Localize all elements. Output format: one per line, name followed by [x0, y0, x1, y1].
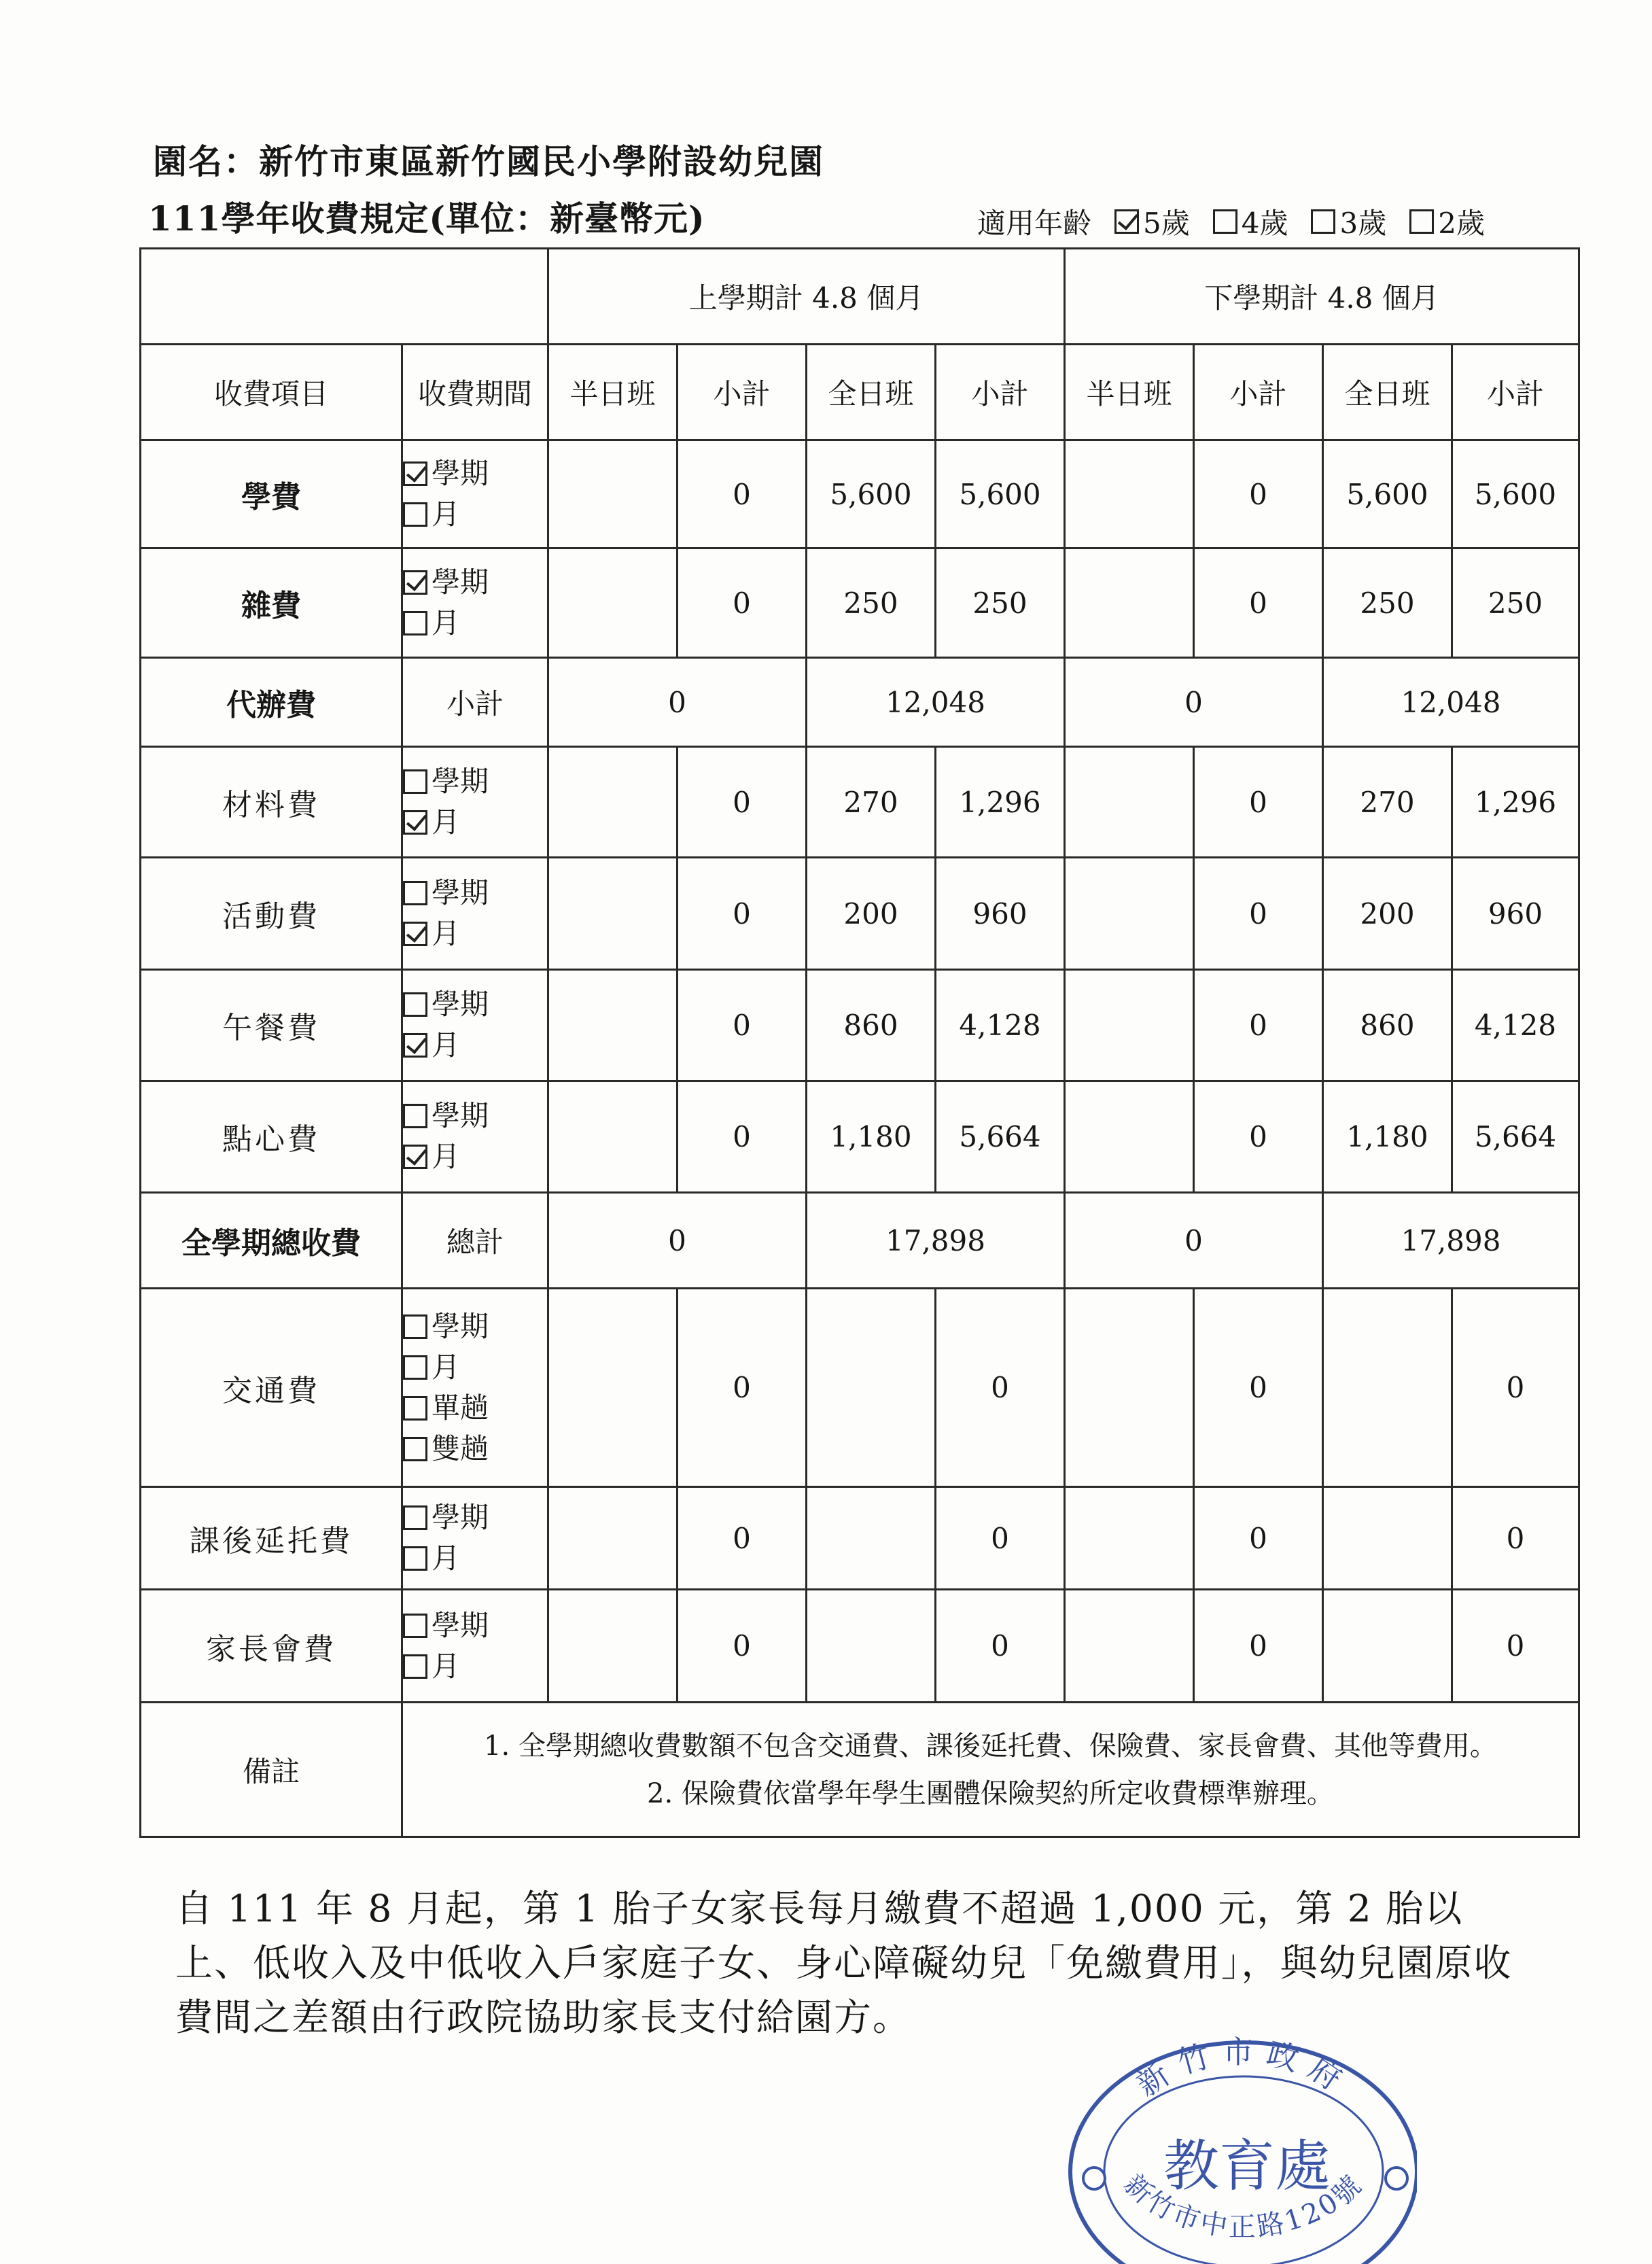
cell-value: 5,600 [1452, 440, 1579, 548]
misc-fee-row [141, 548, 1579, 658]
unchecked-box-icon [403, 502, 427, 527]
cell-value: 200 [1323, 858, 1452, 969]
semester-header-row [141, 249, 1579, 345]
checked-box-icon [403, 1033, 427, 1058]
unchecked-box-icon [403, 1104, 427, 1128]
remarks-label: 備註 [141, 1703, 402, 1837]
unchecked-box-icon [403, 769, 427, 794]
cell-value: 0 [1065, 1193, 1323, 1289]
period-options: 學期 月 [402, 747, 548, 858]
education-bureau-seal [1064, 2032, 1417, 2264]
cell-value [807, 1289, 936, 1487]
total-fee-row [141, 1193, 1579, 1289]
lunch-fee-row [141, 969, 1579, 1081]
seal-bottom-text: 新竹市中正路120號 [1118, 2168, 1369, 2244]
period-subtotal: 小計 [402, 658, 548, 747]
cell-value [807, 1590, 936, 1703]
seal-top-text: 新竹市政府 [1129, 2034, 1358, 2104]
cell-value [548, 440, 678, 548]
transport-fee-row [141, 1289, 1579, 1487]
age-label: 適用年齡 [977, 207, 1092, 240]
cell-value: 0 [548, 658, 807, 747]
seal-emblem-icon [1386, 2167, 1407, 2189]
agency-fee-row [141, 658, 1579, 747]
row-label: 材料費 [141, 747, 402, 858]
cell-value: 0 [678, 548, 807, 658]
cell-value: 4,128 [1452, 969, 1579, 1081]
cell-value: 0 [1194, 1289, 1323, 1487]
age-option-5: 5歲 [1114, 201, 1190, 242]
period-options: 學期 月 [402, 1590, 548, 1703]
seal-center-text: 教育處 [1163, 2134, 1331, 2199]
cell-value [1065, 1590, 1194, 1703]
col-subtotal: 小計 [936, 345, 1065, 440]
fee-rule-title: 111學年收費規定(單位：新臺幣元) [148, 198, 705, 239]
cell-value: 0 [1452, 1289, 1579, 1487]
cell-value [548, 969, 678, 1081]
cell-value [807, 1487, 936, 1590]
period-options: 學期 月 單趟 雙趟 [402, 1289, 548, 1487]
checked-box-icon [403, 810, 427, 835]
cell-value [1065, 1487, 1194, 1590]
unchecked-box-icon [403, 1314, 427, 1339]
cell-value: 0 [1452, 1590, 1579, 1703]
cell-value: 0 [678, 1487, 807, 1590]
period-options: 學期 月 [402, 858, 548, 969]
remark-item: 2. 保險費依當學年學生團體保險契約所定收費標準辦理。 [647, 1777, 1334, 1809]
cell-value: 1,180 [807, 1081, 936, 1192]
snack-fee-row [141, 1081, 1579, 1192]
age-option-4: 4歲 [1213, 201, 1288, 242]
seal-emblem-icon [1083, 2167, 1105, 2189]
cell-value: 960 [1452, 858, 1579, 969]
checked-box-icon [403, 570, 427, 595]
cell-value: 0 [1194, 969, 1323, 1081]
cell-value: 0 [1194, 747, 1323, 858]
unchecked-box-icon [403, 1355, 427, 1380]
checked-box-icon [403, 1145, 427, 1169]
afterschool-fee-row [141, 1487, 1579, 1590]
cell-value: 960 [936, 858, 1065, 969]
cell-value [548, 747, 678, 858]
remark-item: 1. 全學期總收費數額不包含交通費、課後延托費、保險費、家長會費、其他等費用。 [484, 1730, 1497, 1762]
unchecked-box-icon [403, 1505, 427, 1530]
subsidy-policy-text: 自 111 年 8 月起，第 1 胎子女家長每月繳費不超過 1,000 元，第 2 胎以上、低收入及中低收入戶家庭子女、身心障礙幼兒「免繳費用」，與幼兒園原收費間之差額由行政院協助家長支付給園方。 [175, 1887, 1513, 2039]
cell-value: 4,128 [936, 969, 1065, 1081]
cell-value [1065, 548, 1194, 658]
col-full-day: 全日班 [807, 345, 936, 440]
cell-value: 0 [548, 1193, 807, 1289]
period-options: 學期 月 [402, 1081, 548, 1192]
cell-value: 5,600 [936, 440, 1065, 548]
cell-value: 0 [936, 1487, 1065, 1590]
cell-value: 1,180 [1323, 1081, 1452, 1192]
unchecked-box-icon [403, 881, 427, 905]
tuition-row [141, 440, 1579, 548]
fee-table [139, 247, 1580, 1838]
checked-box-icon [1114, 209, 1139, 234]
cell-value: 5,664 [1452, 1081, 1579, 1192]
remarks-row [141, 1703, 1579, 1837]
cell-value: 250 [1452, 548, 1579, 658]
unchecked-box-icon [403, 611, 427, 635]
period-options: 學期 月 [402, 440, 548, 548]
age-option-2: 2歲 [1409, 201, 1485, 242]
col-period-header: 收費期間 [402, 345, 548, 440]
cell-value [548, 858, 678, 969]
row-label: 活動費 [141, 858, 402, 969]
cell-value: 0 [1194, 548, 1323, 658]
col-subtotal: 小計 [1194, 345, 1323, 440]
cell-value [1065, 1081, 1194, 1192]
row-label: 家長會費 [141, 1590, 402, 1703]
col-half-day: 半日班 [548, 345, 678, 440]
cell-value [1323, 1487, 1452, 1590]
cell-value: 0 [1452, 1487, 1579, 1590]
cell-value: 860 [807, 969, 936, 1081]
age-option-3: 3歲 [1311, 201, 1386, 242]
cell-value: 0 [1194, 440, 1323, 548]
cell-value: 0 [678, 747, 807, 858]
cell-value: 0 [678, 969, 807, 1081]
col-subtotal: 小計 [678, 345, 807, 440]
material-fee-row [141, 747, 1579, 858]
cell-value: 250 [1323, 548, 1452, 658]
cell-value: 270 [807, 747, 936, 858]
row-label: 代辦費 [141, 658, 402, 747]
unchecked-box-icon [403, 1437, 427, 1461]
cell-value [548, 1289, 678, 1487]
unchecked-box-icon [403, 1546, 427, 1571]
cell-value [1065, 1289, 1194, 1487]
row-label: 學費 [141, 440, 402, 548]
unchecked-box-icon [403, 1396, 427, 1421]
cell-value [548, 548, 678, 658]
row-label: 雜費 [141, 548, 402, 658]
second-semester-header: 下學期計 4.8 個月 [1065, 249, 1579, 345]
cell-value [1065, 858, 1194, 969]
activity-fee-row [141, 858, 1579, 969]
unchecked-box-icon [403, 1654, 427, 1679]
period-options: 學期 月 [402, 1487, 548, 1590]
cell-value [1065, 747, 1194, 858]
cell-value: 0 [936, 1289, 1065, 1487]
col-full-day: 全日班 [1323, 345, 1452, 440]
cell-value: 5,600 [807, 440, 936, 548]
cell-value: 5,664 [936, 1081, 1065, 1192]
cell-value [1065, 440, 1194, 548]
unchecked-box-icon [1213, 209, 1237, 234]
cell-value: 1,296 [936, 747, 1065, 858]
row-label: 交通費 [141, 1289, 402, 1487]
cell-value: 0 [1194, 1590, 1323, 1703]
cell-value: 0 [678, 1289, 807, 1487]
cell-value: 17,898 [1323, 1193, 1579, 1289]
cell-value [548, 1590, 678, 1703]
cell-value: 200 [807, 858, 936, 969]
remarks-content [402, 1703, 1579, 1837]
cell-value: 860 [1323, 969, 1452, 1081]
col-subtotal: 小計 [1452, 345, 1579, 440]
column-header-row [141, 345, 1579, 440]
cell-value: 0 [1194, 858, 1323, 969]
checked-box-icon [403, 922, 427, 946]
unchecked-box-icon [403, 1614, 427, 1638]
cell-value: 270 [1323, 747, 1452, 858]
checked-box-icon [403, 461, 427, 486]
cell-value: 12,048 [807, 658, 1065, 747]
cell-value: 0 [936, 1590, 1065, 1703]
row-label: 全學期總收費 [141, 1193, 402, 1289]
cell-value: 250 [936, 548, 1065, 658]
cell-value: 0 [678, 1590, 807, 1703]
cell-value [1323, 1289, 1452, 1487]
cell-value [1065, 969, 1194, 1081]
school-name: 園名：新竹市東區新竹國民小學附設幼兒園 [153, 141, 824, 181]
cell-value: 1,296 [1452, 747, 1579, 858]
row-label: 點心費 [141, 1081, 402, 1192]
cell-value [1323, 1590, 1452, 1703]
cell-value: 12,048 [1323, 658, 1579, 747]
cell-value: 0 [1065, 658, 1323, 747]
first-semester-header: 上學期計 4.8 個月 [548, 249, 1065, 345]
col-half-day: 半日班 [1065, 345, 1194, 440]
unchecked-box-icon [1311, 209, 1335, 234]
cell-value: 0 [678, 858, 807, 969]
cell-value [548, 1487, 678, 1590]
cell-value: 0 [678, 1081, 807, 1192]
row-label: 課後延托費 [141, 1487, 402, 1590]
cell-value: 17,898 [807, 1193, 1065, 1289]
col-item-header: 收費項目 [141, 345, 402, 440]
period-total: 總計 [402, 1193, 548, 1289]
row-label: 午餐費 [141, 969, 402, 1081]
period-options: 學期 月 [402, 548, 548, 658]
cell-value: 0 [1194, 1487, 1323, 1590]
parents-fee-row [141, 1590, 1579, 1703]
unchecked-box-icon [403, 992, 427, 1017]
applicable-age [977, 201, 1485, 242]
cell-value: 250 [807, 548, 936, 658]
cell-value: 0 [678, 440, 807, 548]
cell-value: 0 [1194, 1081, 1323, 1192]
cell-value: 5,600 [1323, 440, 1452, 548]
unchecked-box-icon [1409, 209, 1434, 234]
period-options: 學期 月 [402, 969, 548, 1081]
cell-value [548, 1081, 678, 1192]
